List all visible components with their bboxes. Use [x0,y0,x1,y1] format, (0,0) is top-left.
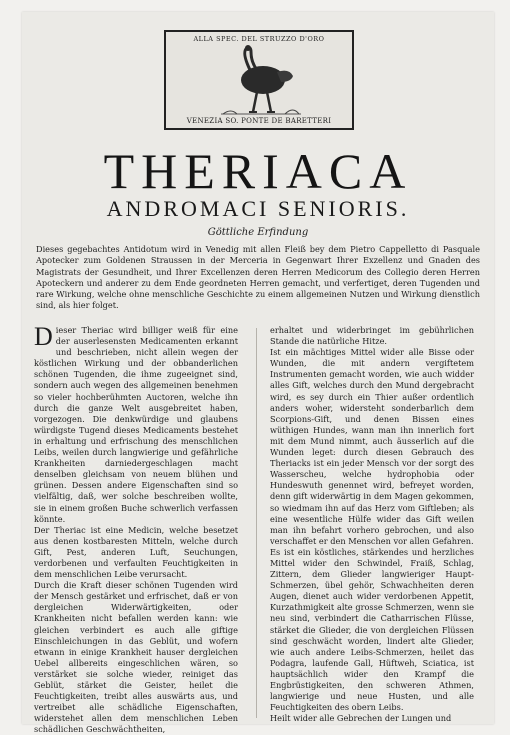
emblem-motto: ALLA SPEC. DEL STRUZZO D'ORO [193,35,325,43]
paragraph: Durch die Kraft dieser schönen Tugenden wird der Mensch gestärket und erfrischet, daß er von dergleichen Widerwärtigkeiten, oder Krankheiten nicht befallen werden kann: wie gleichen verbindert es auch alle giftige Einschleichungen in das Geblüt, und wofern etwann in einige Krankheit hauser dergleichen Uebel allbereits eingeschlichen wären, so verstärket sie solche wieder, reiniget das Geblüt, stärket die Geister, heilet die Feuchtigkeiten, treibt alles auswärts aus, und vertreibet alle schädliche Eigenschaften, widerstehet allen dem menschlichen Leben schädlichen Geschwächtheiten, [34,580,238,735]
left-text-column [34,322,238,735]
paragraph-text: ieser Theriac wird billiger weiß für eine der auserlesensten Medicamenten erkannt und beschrieben, nicht allein wegen der köstlichen Wirkung und der obbanderlichen schönen Tugenden, die ihme zugeeignet sind, sondern auch wegen des allgemeinen benehmen so vieler hochberühmten Auctoren, welche ihn durch die ganze Welt ausgebreitet haben, vorgezogen. Die denkwürdige und glaubens würdigste Tugend dieses Medicaments bestehet in erhaltung und erfrischung des menschlichen Leibs, weilen durch langwierige und gefährliche Krankheiten darniedergeschlagen macht denselben gleichsam von neuem blühen und grünen. Dessen andere Eigenschaften sind so vielfältig, daß, wer solche beschreiben wollte, sie in einem großen Buche schwerlich verfassen könnte. [34,325,238,524]
ostrich-icon [211,42,311,120]
broadside-sheet [22,12,494,735]
paragraph: Heilt wider alle Gebrechen der Lungen und [270,713,452,724]
ostrich-woodcut-emblem [164,30,354,130]
emblem-shop-address: VENEZIA SO. PONTE DE BARETTERI [186,117,332,125]
paragraph: Ist ein mächtiges Mittel wider alle Bisse oder Wunden, die mit andern vergiftetem Instrumenten gemacht worden, wie auch widder alles Gift, welches durch den Mund dergebracht wird, es sey durch ein Thier außer ordentlich anders woher, widersteht sonderbarlich dem Scorpions-Gift, und denen Bissen eines wüthigen Hundes, wann man ihn innerlich fort mit dem Mund nimmt, auch äusserlich auf die Wunden leget: durch diesen Gebrauch des Theriacks ist ein jeder Mensch vor der sorgt des Wasserscheu, welche hydrophobia oder Hundeswuth genennet wird, befreyet worden, denn gift widerwärtig in dem Magen gekommen, so wiedmam ihn auf das Herz vom Giftleben; als eine wesentliche Hülfe wider das Gift weilen man ihn befahrt vorhero gebrochen, und also verschaffet er den Menschen vor allen Gefahren. [270,347,474,546]
column-divider [256,328,257,718]
section-heading: Göttliche Erfindung [207,227,309,238]
document-subtitle: ANDROMACI SENIORIS. [106,196,410,221]
paragraph: erhaltet und widerbringet im gebührlichen Stande die natürliche Hitze. [270,325,474,347]
document-title: THERIACA [103,143,413,199]
right-text-column [270,325,474,724]
drop-cap: D [34,322,53,351]
intro-paragraph: Dieses gegebachtes Antidotum wird in Venedig mit allen Fleiß bey dem Pietro Cappelletto di Pasquale Apotecker zum Goldenen Straussen in der Merceria in Gegenwart Ihrer Exzellenz und Gnaden des Magistrats der Gesundheit, und Ihrer Excellenzen deren Herren Medicorum des Collegio deren Herren Apoteckern und anderer zu dem Ende geordneten Herren gemacht, und verfertiget, deren Tugenden und rare Wirkung, welche ohne menschliche Geschichte zu einem allgemeinen Nutzen und Wirkung dienstlich sind, als hier folget. [36,244,480,311]
paragraph: Der Theriac ist eine Medicin, welche besetzet aus denen kostbaresten Mitteln, welche durch Gift, Pest, anderen Luft, Seuchungen, verdorbenen und verfaulten Feuchtigkeiten in dem menschlichen Leibe verursacht. [34,524,238,580]
paragraph: Es ist ein köstliches, stärkendes und herzliches Mittel wider den Schwindel, Fraiß, Schlag, Zittern, dem Glieder langwieriger Haupt-Schmerzen, übel gehör, Schwachheiten deren Augen, dienet auch wider verdorbenen Appetit, Kurzathmigkeit alte grosse Schmerzen, wenn sie neu sind, verbindert die Catharrischen Flüsse, stärket die Glieder, die von dergleichen Flüssen sind geschwächt worden, lindert alte Glieder, wie auch andere Leibs-Schmerzen, heilet das Podagra, laufende Gall, Hüftweh, Sciatica, ist hauptsächlich wider den Krampf die Engbrüstigkeiten, den schweren Athmen, langwierige und neue Husten, und alle Feuchtigkeiten des obern Leibs. [270,546,474,713]
paragraph [34,322,238,525]
